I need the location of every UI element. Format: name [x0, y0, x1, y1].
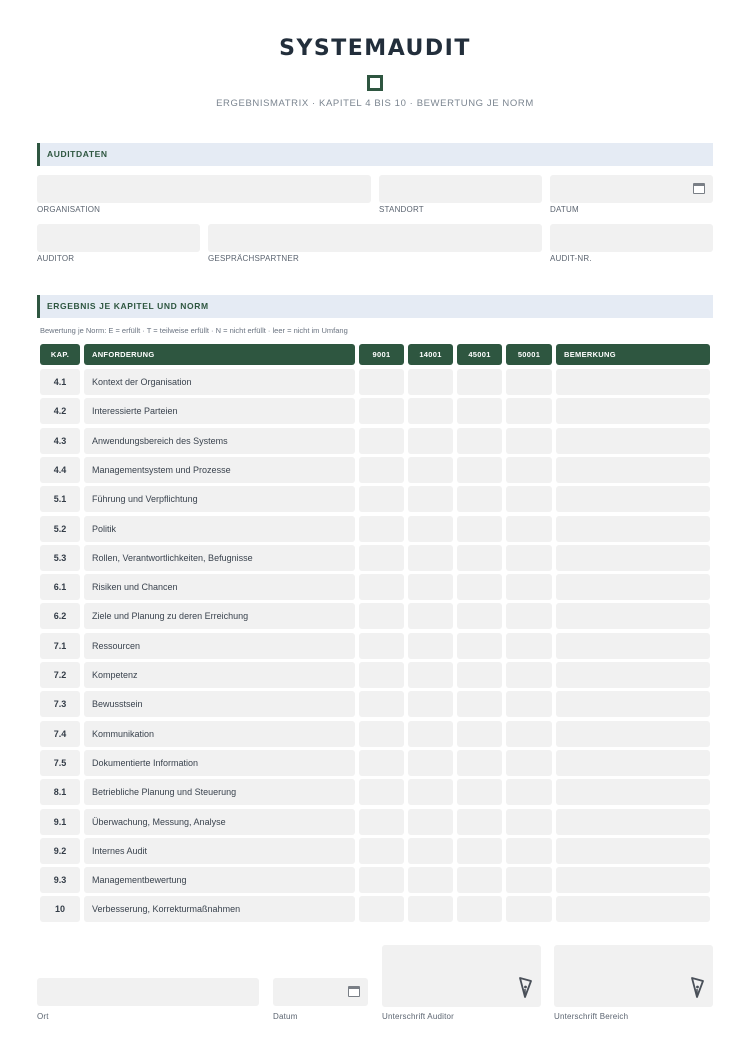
auditor-label: AUDITOR: [37, 254, 75, 263]
rating-45001-cell[interactable]: [457, 721, 502, 747]
rating-14001-cell[interactable]: [408, 428, 453, 454]
rating-14001-cell[interactable]: [408, 574, 453, 600]
rating-9001-cell[interactable]: [359, 545, 404, 571]
gespraechspartner-label: GESPRÄCHSPARTNER: [208, 254, 299, 263]
rating-45001-cell[interactable]: [457, 516, 502, 542]
section-header-auditdaten: [37, 143, 713, 166]
column-header-9001: 9001: [359, 344, 404, 365]
kap-cell: 9.1: [40, 809, 80, 835]
signature-auditor-field[interactable]: [382, 945, 541, 1007]
anforderung-cell: Risiken und Chancen: [84, 574, 355, 600]
rating-14001-cell[interactable]: [408, 369, 453, 395]
kap-cell: 4.2: [40, 398, 80, 424]
anforderung-cell: Kontext der Organisation: [84, 369, 355, 395]
rating-45001-cell[interactable]: [457, 457, 502, 483]
rating-50001-cell[interactable]: [506, 603, 552, 629]
column-header-50001: 50001: [506, 344, 552, 365]
kap-cell: 5.3: [40, 545, 80, 571]
organisation-field[interactable]: [37, 175, 371, 203]
bemerkung-cell[interactable]: [556, 867, 710, 893]
column-header-kap: KAP.: [40, 344, 80, 365]
footer-datum-field[interactable]: [273, 978, 368, 1006]
rating-9001-cell[interactable]: [359, 691, 404, 717]
kap-cell: 7.4: [40, 721, 80, 747]
bemerkung-cell[interactable]: [556, 369, 710, 395]
rating-45001-cell[interactable]: [457, 691, 502, 717]
rating-9001-cell[interactable]: [359, 867, 404, 893]
kap-cell: 7.2: [40, 662, 80, 688]
kap-cell: 4.1: [40, 369, 80, 395]
signature-bereich-field[interactable]: [554, 945, 713, 1007]
rating-9001-cell[interactable]: [359, 838, 404, 864]
rating-14001-cell[interactable]: [408, 516, 453, 542]
rating-50001-cell[interactable]: [506, 574, 552, 600]
kap-cell: 5.2: [40, 516, 80, 542]
bemerkung-cell[interactable]: [556, 545, 710, 571]
rating-legend: Bewertung je Norm: E = erfüllt · T = teilweise erfüllt · N = nicht erfüllt · leer = nicht im Umfang: [40, 326, 348, 335]
kap-cell: 7.5: [40, 750, 80, 776]
rating-14001-cell[interactable]: [408, 838, 453, 864]
rating-50001-cell[interactable]: [506, 633, 552, 659]
rating-45001-cell[interactable]: [457, 838, 502, 864]
rating-50001-cell[interactable]: [506, 750, 552, 776]
rating-50001-cell[interactable]: [506, 691, 552, 717]
signature-bereich-label: Unterschrift Bereich: [554, 1012, 629, 1021]
rating-14001-cell[interactable]: [408, 486, 453, 512]
rating-14001-cell[interactable]: [408, 603, 453, 629]
rating-9001-cell[interactable]: [359, 662, 404, 688]
rating-45001-cell[interactable]: [457, 867, 502, 893]
anforderung-cell: Kompetenz: [84, 662, 355, 688]
anforderung-cell: Verbesserung, Korrekturmaßnahmen: [84, 896, 355, 922]
rating-14001-cell[interactable]: [408, 721, 453, 747]
calendar-icon[interactable]: [693, 183, 705, 194]
rating-50001-cell[interactable]: [506, 398, 552, 424]
rating-9001-cell[interactable]: [359, 486, 404, 512]
datum-label: DATUM: [550, 205, 579, 214]
rating-9001-cell[interactable]: [359, 398, 404, 424]
bemerkung-cell[interactable]: [556, 838, 710, 864]
anforderung-cell: Managementsystem und Prozesse: [84, 457, 355, 483]
bemerkung-cell[interactable]: [556, 750, 710, 776]
rating-50001-cell[interactable]: [506, 867, 552, 893]
rating-45001-cell[interactable]: [457, 750, 502, 776]
rating-50001-cell[interactable]: [506, 838, 552, 864]
rating-45001-cell[interactable]: [457, 574, 502, 600]
kap-cell: 5.1: [40, 486, 80, 512]
bemerkung-cell[interactable]: [556, 896, 710, 922]
footer-datum-label: Datum: [273, 1012, 298, 1021]
calendar-icon[interactable]: [348, 986, 360, 997]
kap-cell: 9.2: [40, 838, 80, 864]
kap-cell: 10: [40, 896, 80, 922]
kap-cell: 4.3: [40, 428, 80, 454]
rating-50001-cell[interactable]: [506, 516, 552, 542]
anforderung-cell: Dokumentierte Information: [84, 750, 355, 776]
rating-9001-cell[interactable]: [359, 779, 404, 805]
organisation-label: ORGANISATION: [37, 205, 101, 214]
rating-9001-cell[interactable]: [359, 633, 404, 659]
rating-45001-cell[interactable]: [457, 398, 502, 424]
audit-nr-field[interactable]: [550, 224, 713, 252]
rating-45001-cell[interactable]: [457, 896, 502, 922]
bemerkung-cell[interactable]: [556, 633, 710, 659]
rating-9001-cell[interactable]: [359, 428, 404, 454]
kap-cell: 7.3: [40, 691, 80, 717]
rating-45001-cell[interactable]: [457, 662, 502, 688]
rating-9001-cell[interactable]: [359, 896, 404, 922]
rating-9001-cell[interactable]: [359, 574, 404, 600]
rating-9001-cell[interactable]: [359, 603, 404, 629]
rating-45001-cell[interactable]: [457, 369, 502, 395]
anforderung-cell: Bewusstsein: [84, 691, 355, 717]
pen-icon: [517, 977, 533, 999]
bemerkung-cell[interactable]: [556, 809, 710, 835]
rating-9001-cell[interactable]: [359, 516, 404, 542]
rating-14001-cell[interactable]: [408, 545, 453, 571]
rating-14001-cell[interactable]: [408, 398, 453, 424]
rating-50001-cell[interactable]: [506, 809, 552, 835]
bemerkung-cell[interactable]: [556, 457, 710, 483]
rating-45001-cell[interactable]: [457, 428, 502, 454]
anforderung-cell: Ressourcen: [84, 633, 355, 659]
bemerkung-cell[interactable]: [556, 721, 710, 747]
checkbox-icon: [367, 75, 383, 91]
anforderung-cell: Internes Audit: [84, 838, 355, 864]
kap-cell: 9.3: [40, 867, 80, 893]
rating-9001-cell[interactable]: [359, 750, 404, 776]
gespraechspartner-field[interactable]: [208, 224, 542, 252]
bemerkung-cell[interactable]: [556, 486, 710, 512]
kap-cell: 4.4: [40, 457, 80, 483]
kap-cell: 7.1: [40, 633, 80, 659]
rating-14001-cell[interactable]: [408, 809, 453, 835]
anforderung-cell: Betriebliche Planung und Steuerung: [84, 779, 355, 805]
column-header-anforderung: ANFORDERUNG: [84, 344, 355, 365]
rating-45001-cell[interactable]: [457, 809, 502, 835]
bemerkung-cell[interactable]: [556, 574, 710, 600]
bemerkung-cell[interactable]: [556, 691, 710, 717]
anforderung-cell: Kommunikation: [84, 721, 355, 747]
rating-45001-cell[interactable]: [457, 633, 502, 659]
kap-cell: 6.1: [40, 574, 80, 600]
rating-45001-cell[interactable]: [457, 486, 502, 512]
ort-label: Ort: [37, 1012, 49, 1021]
page-title: SYSTEMAUDIT: [279, 36, 471, 61]
standort-label: STANDORT: [379, 205, 424, 214]
rating-14001-cell[interactable]: [408, 633, 453, 659]
anforderung-cell: Anwendungsbereich des Systems: [84, 428, 355, 454]
anforderung-cell: Ziele und Planung zu deren Erreichung: [84, 603, 355, 629]
rating-50001-cell[interactable]: [506, 486, 552, 512]
rating-45001-cell[interactable]: [457, 545, 502, 571]
rating-45001-cell[interactable]: [457, 779, 502, 805]
rating-14001-cell[interactable]: [408, 896, 453, 922]
anforderung-cell: Managementbewertung: [84, 867, 355, 893]
datum-field[interactable]: [550, 175, 713, 203]
rating-14001-cell[interactable]: [408, 779, 453, 805]
rating-50001-cell[interactable]: [506, 545, 552, 571]
rating-50001-cell[interactable]: [506, 428, 552, 454]
rating-14001-cell[interactable]: [408, 750, 453, 776]
auditor-field[interactable]: [37, 224, 200, 252]
rating-50001-cell[interactable]: [506, 662, 552, 688]
bemerkung-cell[interactable]: [556, 428, 710, 454]
column-header-14001: 14001: [408, 344, 453, 365]
rating-14001-cell[interactable]: [408, 691, 453, 717]
page-subtitle: ERGEBNISMATRIX · KAPITEL 4 BIS 10 · BEWERTUNG JE NORM: [216, 98, 534, 109]
bemerkung-cell[interactable]: [556, 779, 710, 805]
column-header-45001: 45001: [457, 344, 502, 365]
column-header-bemerkung: BEMERKUNG: [556, 344, 710, 365]
bemerkung-cell[interactable]: [556, 398, 710, 424]
signature-auditor-label: Unterschrift Auditor: [382, 1012, 455, 1021]
rating-9001-cell[interactable]: [359, 721, 404, 747]
kap-cell: 8.1: [40, 779, 80, 805]
bemerkung-cell[interactable]: [556, 603, 710, 629]
bemerkung-cell[interactable]: [556, 516, 710, 542]
anforderung-cell: Interessierte Parteien: [84, 398, 355, 424]
rating-14001-cell[interactable]: [408, 662, 453, 688]
section-header-ergebnis: [37, 295, 713, 318]
rating-50001-cell[interactable]: [506, 721, 552, 747]
kap-cell: 6.2: [40, 603, 80, 629]
anforderung-cell: Führung und Verpflichtung: [84, 486, 355, 512]
rating-14001-cell[interactable]: [408, 457, 453, 483]
rating-50001-cell[interactable]: [506, 896, 552, 922]
rating-9001-cell[interactable]: [359, 809, 404, 835]
rating-50001-cell[interactable]: [506, 457, 552, 483]
anforderung-cell: Überwachung, Messung, Analyse: [84, 809, 355, 835]
rating-50001-cell[interactable]: [506, 369, 552, 395]
anforderung-cell: Politik: [84, 516, 355, 542]
standort-field[interactable]: [379, 175, 542, 203]
section-title: AUDITDATEN: [47, 149, 108, 159]
pen-icon: [689, 977, 705, 999]
rating-14001-cell[interactable]: [408, 867, 453, 893]
audit-nr-label: AUDIT-NR.: [550, 254, 592, 263]
rating-9001-cell[interactable]: [359, 369, 404, 395]
bemerkung-cell[interactable]: [556, 662, 710, 688]
rating-45001-cell[interactable]: [457, 603, 502, 629]
anforderung-cell: Rollen, Verantwortlichkeiten, Befugnisse: [84, 545, 355, 571]
rating-50001-cell[interactable]: [506, 779, 552, 805]
section-title: ERGEBNIS JE KAPITEL UND NORM: [47, 301, 209, 311]
rating-9001-cell[interactable]: [359, 457, 404, 483]
ort-field[interactable]: [37, 978, 259, 1006]
